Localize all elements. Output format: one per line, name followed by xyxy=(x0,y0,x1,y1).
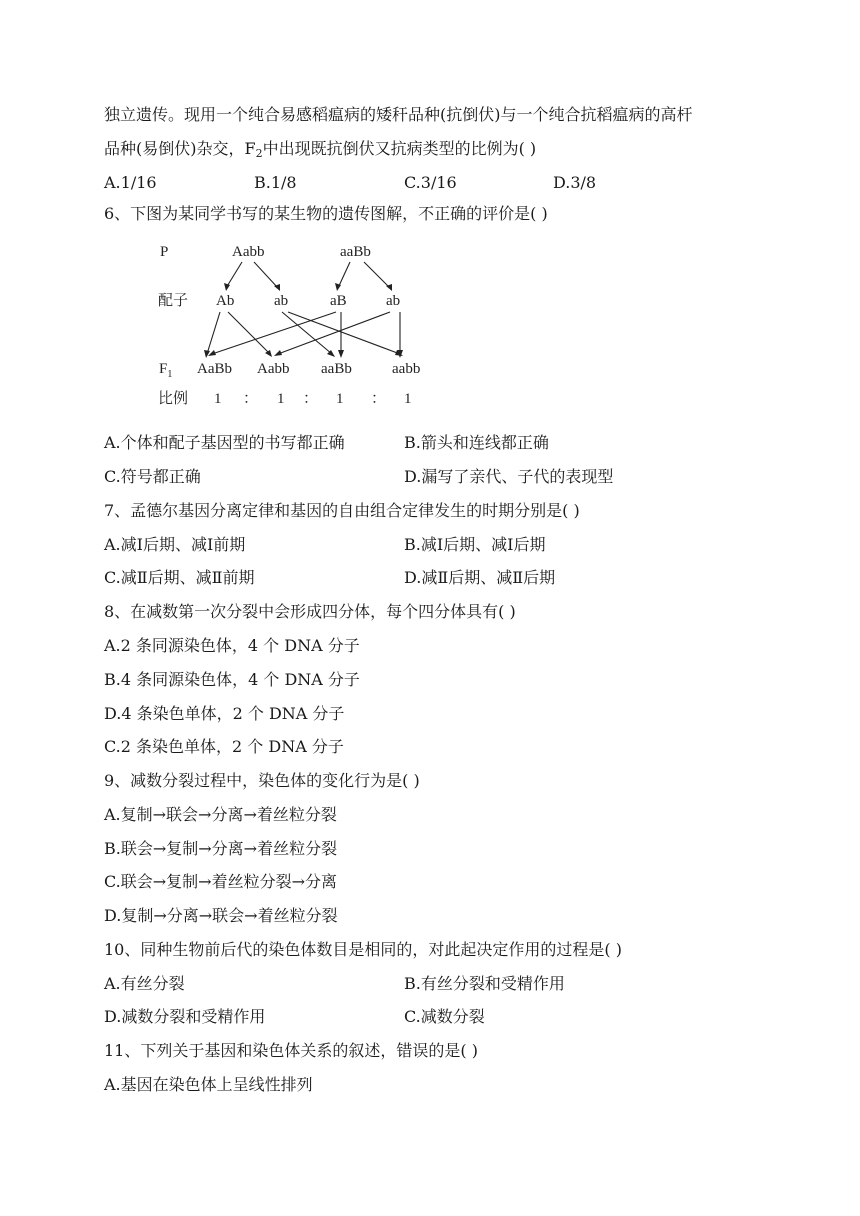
parent-2-genotype: aaBb xyxy=(340,244,371,260)
gamete-1: Ab xyxy=(216,293,235,309)
ratio-2: 1 xyxy=(277,391,285,407)
q6-option-b: B.箭头和连线都正确 xyxy=(404,433,549,452)
q8-stem: 8、在减数第一次分裂中会形成四分体，每个四分体具有( ) xyxy=(104,602,516,621)
ratio-colon-2: ： xyxy=(303,389,319,407)
ratio-1: 1 xyxy=(214,391,222,407)
q7-option-a: A.减Ⅰ后期、减Ⅰ前期 xyxy=(104,535,246,554)
q6-stem: 6、下图为某同学书写的某生物的遗传图解，不正确的评价是( ) xyxy=(104,204,548,223)
q10-option-c: C.减数分裂 xyxy=(404,1007,485,1026)
q7-option-c: C.减Ⅱ后期、减Ⅱ前期 xyxy=(104,568,255,587)
ratio-3: 1 xyxy=(336,391,344,407)
q9-stem: 9、减数分裂过程中，染色体的变化行为是( ) xyxy=(104,771,420,790)
genetic-cross-diagram xyxy=(150,236,440,412)
ratio-colon-3: ： xyxy=(371,389,387,407)
q8-option-c: C.2 条染色单体，2 个 DNA 分子 xyxy=(104,737,344,756)
q8-option-a: A.2 条同源染色体，4 个 DNA 分子 xyxy=(104,636,360,655)
q5-option-c: C.3/16 xyxy=(404,173,457,192)
q10-option-a: A.有丝分裂 xyxy=(104,974,185,993)
q5-stem-line2 xyxy=(104,139,536,159)
q5-stem-line2-post: 中出现既抗倒伏又抗病类型的比例为( ) xyxy=(262,139,537,158)
q11-option-a: A.基因在染色体上呈线性排列 xyxy=(104,1075,313,1094)
q8-option-d: D.4 条染色单体，2 个 DNA 分子 xyxy=(104,704,345,723)
gamete-label: 配子 xyxy=(158,291,189,309)
q9-option-a: A.复制→联会→分离→着丝粒分裂 xyxy=(104,805,337,824)
q5-stem-subscript: 2 xyxy=(255,147,263,160)
q6-option-c: C.符号都正确 xyxy=(104,467,201,486)
ratio-colon-1: ： xyxy=(243,389,259,407)
q5-option-b: B.1/8 xyxy=(254,173,297,192)
q7-stem: 7、孟德尔基因分离定律和基因的自由组合定律发生的时期分别是( ) xyxy=(104,501,580,520)
f1-label: $F_1$ xyxy=(159,361,173,380)
q5-option-d: D.3/8 xyxy=(553,173,597,192)
parent-gamete-arrows xyxy=(224,262,392,291)
gamete-3: aB xyxy=(330,293,347,309)
q11-stem: 11、下列关于基因和染色体关系的叙述，错误的是( ) xyxy=(104,1041,478,1060)
gamete-offspring-lines xyxy=(204,312,403,358)
ratio-4: 1 xyxy=(404,391,412,407)
q10-option-d: D.减数分裂和受精作用 xyxy=(104,1007,266,1026)
offspring-1: AaBb xyxy=(197,361,232,377)
ratio-label: 比例 xyxy=(158,389,189,407)
q7-option-d: D.减Ⅱ后期、减Ⅱ后期 xyxy=(404,568,556,587)
q5-stem-line2-pre: 品种(易倒伏)杂交，F xyxy=(104,139,256,158)
parent-label: P xyxy=(160,244,169,260)
parent-1-genotype: Aabb xyxy=(232,244,265,260)
gamete-2: ab xyxy=(274,293,289,309)
q6-option-d: D.漏写了亲代、子代的表现型 xyxy=(404,467,614,486)
q7-option-b: B.减Ⅰ后期、减Ⅰ后期 xyxy=(404,535,546,554)
q6-option-a: A.个体和配子基因型的书写都正确 xyxy=(104,433,345,452)
q10-stem: 10、同种生物前后代的染色体数目是相同的，对此起决定作用的过程是( ) xyxy=(104,940,622,959)
q5-stem-line1: 独立遗传。现用一个纯合易感稻瘟病的矮秆品种(抗倒伏)与一个纯合抗稻瘟病的高杆 xyxy=(104,105,693,124)
offspring-3: aaBb xyxy=(321,361,352,377)
q8-option-b: B.4 条同源染色体，4 个 DNA 分子 xyxy=(104,670,360,689)
offspring-2: Aabb xyxy=(257,361,290,377)
q10-option-b: B.有丝分裂和受精作用 xyxy=(404,974,565,993)
gamete-4: ab xyxy=(386,293,401,309)
q5-option-a: A.1/16 xyxy=(104,173,157,192)
q9-option-d: D.复制→分离→联会→着丝粒分裂 xyxy=(104,906,338,925)
q9-option-b: B.联会→复制→分离→着丝粒分裂 xyxy=(104,839,338,858)
offspring-4: aabb xyxy=(392,361,421,377)
q9-option-c: C.联会→复制→着丝粒分裂→分离 xyxy=(104,872,337,891)
